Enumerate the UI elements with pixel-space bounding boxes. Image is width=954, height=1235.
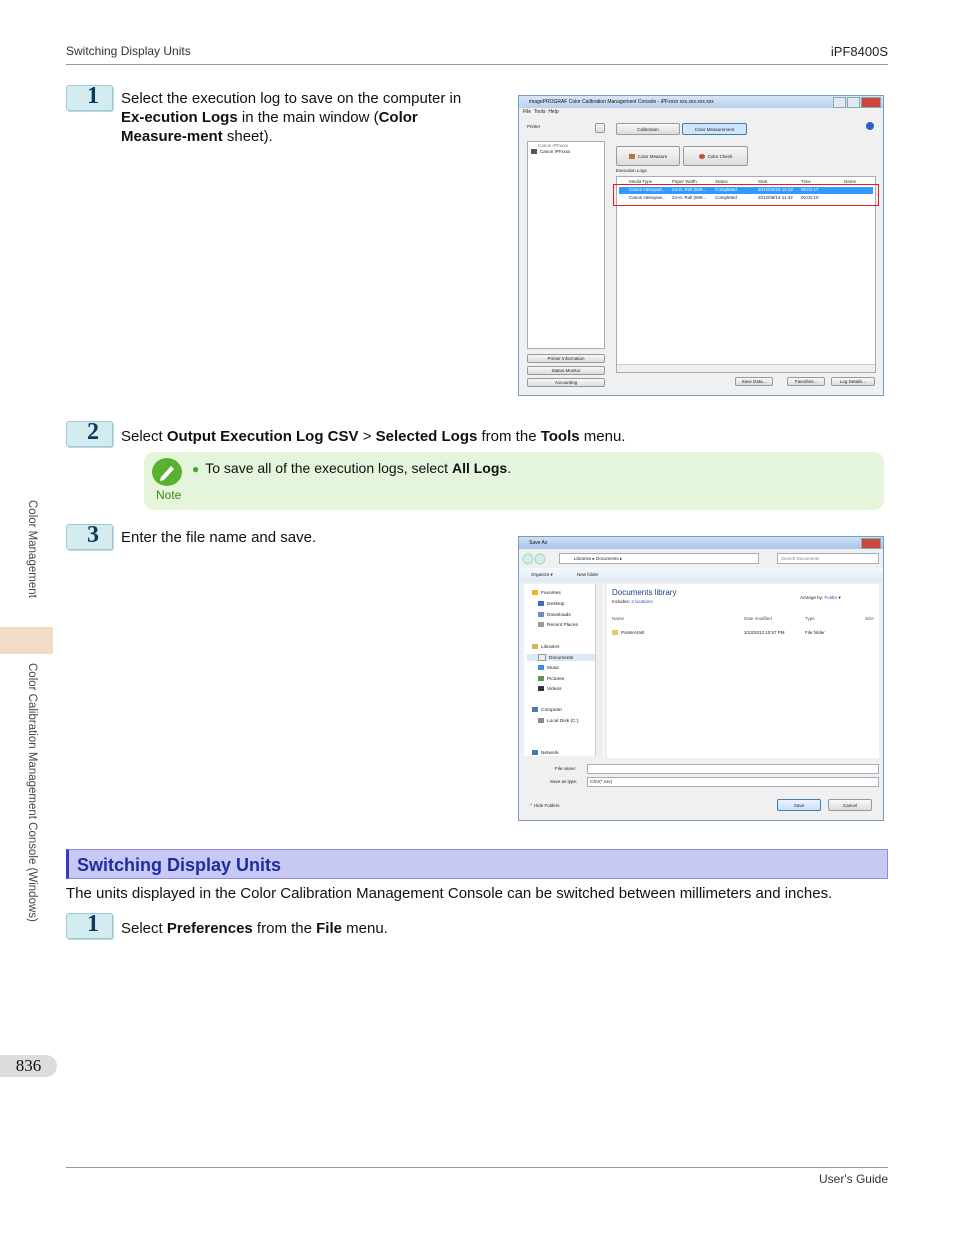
includes-line: Includes: 2 locations: [612, 599, 653, 604]
section-step-1-text: Select Preferences from the File menu.: [121, 920, 388, 937]
color-measure-button: Color Measure: [616, 146, 680, 166]
favorites-button: Favorites...: [787, 377, 825, 386]
page-number: 836: [0, 1055, 57, 1077]
address-bar: Libraries ▸ Documents ▸: [559, 553, 759, 564]
menu-bar: File Tools Help: [523, 109, 559, 115]
pencil-icon: [152, 458, 182, 486]
printer-tree: Canon iPFxxxx Canon iPFxxxx: [527, 141, 605, 349]
help-icon: [866, 122, 874, 130]
side-chapter: Color Management: [26, 500, 38, 598]
header-model: iPF8400S: [830, 44, 888, 59]
printer-icon: [531, 149, 537, 154]
note-text: ● To save all of the execution logs, select All Logs.: [192, 460, 512, 476]
save-type-select: CSV(*.csv): [587, 777, 879, 787]
side-subchapter: Color Calibration Management Console (Windows): [26, 663, 38, 922]
minimize-icon: [833, 97, 846, 108]
window-title-bar: imagePROGRAF Color Calibration Management Console - iPFxxxx xxx.xxx.xxx.xxx: [519, 96, 883, 108]
footer-rule: [66, 1167, 888, 1168]
step-1-text: Select the execution log to save on the computer in Ex-ecution Logs in the main window (Color Measure-ment sheet).: [121, 90, 462, 145]
header-section-title: Switching Display Units: [66, 44, 191, 58]
color-measure-icon: [629, 154, 635, 159]
folder-icon: [612, 630, 618, 635]
section-intro: The units displayed in the Color Calibration Management Console can be switched between millimeters and inches.: [66, 885, 833, 902]
recent-places-icon: [538, 622, 544, 627]
table-row: Canon Heavywe... 24-in. Roll (609... Completed 2012/08/14 11:42 00:01:10: [629, 195, 819, 200]
table-row: Canon Heavywe... 24-in. Roll (609... Completed 2012/04/15 15:32 00:01:17: [619, 187, 873, 194]
execution-logs-label: Execution Logs: [616, 168, 647, 173]
color-check-button: Color Check: [683, 146, 748, 166]
file-list: Documents library Includes: 2 locations Arrange by: Folder ▾ Name Date modified Type Size PosterArtist 3/13/2012 10:57 PM File folder: [607, 584, 879, 758]
file-name-label: File name:: [555, 766, 577, 771]
color-check-icon: [699, 154, 705, 159]
step-2-text: Select Output Execution Log CSV > Selected Logs from the Tools menu.: [121, 428, 626, 445]
side-tab-marker: [0, 627, 53, 654]
list-item: PosterArtist: [612, 630, 644, 635]
screenshot-main-window: [518, 95, 884, 396]
music-icon: [538, 665, 544, 670]
status-monitor-button: Status Monitor: [527, 366, 605, 375]
back-forward-icon: [522, 552, 556, 564]
save-type-label: Save as type:: [550, 779, 578, 784]
library-title: Documents library: [612, 588, 677, 597]
videos-icon: [538, 686, 544, 691]
save-button: Save: [777, 799, 821, 811]
log-details-button: Log Details...: [831, 377, 875, 386]
navigation-pane: Favorites Desktop Downloads Recent Places Libraries Documents Music Pictures Videos Computer Local Disk (C:) Network: [524, 584, 604, 756]
dialog-title-bar: Save As: [519, 537, 883, 549]
search-input: Search Documents: [777, 553, 879, 564]
horizontal-scrollbar: [617, 364, 875, 372]
dialog-toolbar: [519, 568, 883, 582]
step-3-text: Enter the file name and save.: [121, 529, 317, 546]
pictures-icon: [538, 676, 544, 681]
close-icon: [861, 97, 881, 108]
libraries-icon: [532, 644, 538, 649]
step-number: 3: [66, 524, 113, 550]
tab-calibration: Calibration: [616, 123, 680, 135]
table-header: Media Type Paper Width Status Start Time Name: [629, 179, 857, 184]
tab-color-measurement: Color Measurement: [682, 123, 747, 135]
printer-information-button: Printer Information: [527, 354, 605, 363]
nav-scrollbar: [595, 584, 603, 756]
network-icon: [532, 750, 538, 755]
step-number: 1: [66, 913, 113, 939]
screenshot-save-as-dialog: [518, 536, 884, 821]
save-data-button: Save Data...: [735, 377, 773, 386]
cancel-button: Cancel: [828, 799, 872, 811]
header-rule: [66, 64, 888, 65]
arrange-by: Arrange by: Folder ▾: [800, 595, 841, 600]
organize-button: Organize ▾: [531, 572, 553, 577]
maximize-icon: [847, 97, 860, 108]
step-number: 1: [66, 85, 113, 111]
close-icon: [861, 538, 881, 549]
section-title: Switching Display Units: [77, 855, 282, 875]
downloads-icon: [538, 612, 544, 617]
desktop-icon: [538, 601, 544, 606]
footer-guide: User's Guide: [819, 1172, 888, 1186]
step-number: 2: [66, 421, 113, 447]
hide-folders-button: ⌃ Hide Folders: [529, 803, 560, 808]
file-name-input: [587, 764, 879, 774]
local-disk-icon: [538, 718, 544, 723]
highlight-box: [613, 184, 879, 206]
note-label: Note: [156, 488, 182, 502]
favorites-star-icon: [532, 590, 538, 595]
accounting-button: Accounting: [527, 378, 605, 387]
printer-label: Printer: [527, 124, 541, 129]
new-folder-button: New folder: [577, 572, 599, 577]
refresh-icon: [595, 123, 605, 133]
bullet-icon: ●: [192, 462, 200, 476]
computer-icon: [532, 707, 538, 712]
documents-icon: [538, 654, 546, 661]
